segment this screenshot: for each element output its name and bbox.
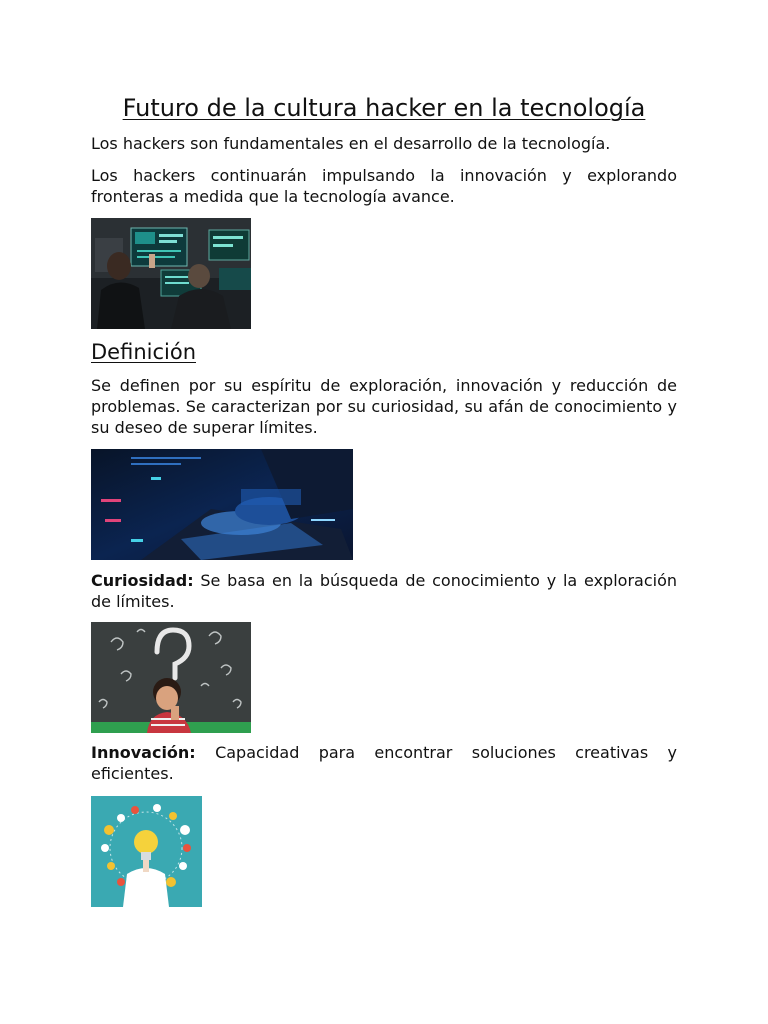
innovation-text: Capacidad para encontrar soluciones creativas y eficientes.	[91, 743, 677, 783]
curiosity-text: Se basa en la búsqueda de conocimiento y la exploración de límites.	[91, 571, 677, 611]
definition-heading: Definición	[91, 340, 196, 364]
thinking-child-image	[91, 622, 251, 733]
innovation-lightbulb-image	[91, 796, 202, 907]
intro-paragraph-2: Los hackers continuarán impulsando la innovación y explorando fronteras a medida que la tecnología avance.	[91, 166, 677, 206]
innovation-paragraph	[91, 742, 677, 784]
laptop-code-image	[91, 449, 353, 560]
curiosity-term: Curiosidad:	[91, 571, 194, 590]
document-title: Futuro de la cultura hacker en la tecnología	[122, 94, 646, 122]
innovation-term: Innovación:	[91, 743, 196, 762]
curiosity-paragraph	[91, 570, 677, 612]
intro-paragraph-1: Los hackers son fundamentales en el desarrollo de la tecnología.	[91, 134, 611, 153]
document-content	[91, 92, 677, 907]
hackers-monitors-image	[91, 218, 251, 329]
definition-paragraph: Se definen por su espíritu de exploración, innovación y reducción de problemas. Se caracterizan por su curiosidad, su afán de conocimiento y su deseo de superar límites.	[91, 376, 677, 437]
